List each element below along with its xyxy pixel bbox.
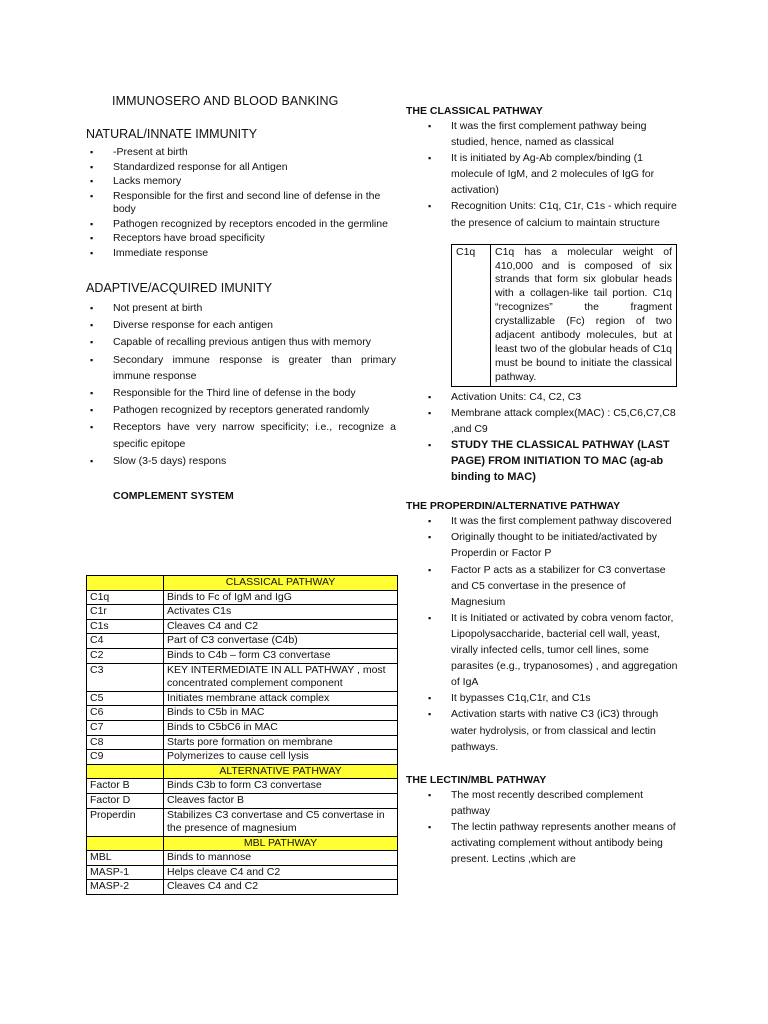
component-cell: C7 xyxy=(87,720,164,735)
list-item: ▪ Standardized response for all Antigen xyxy=(86,161,396,175)
list-item: ▪ Lacks memory xyxy=(86,175,396,189)
natural-immunity-list xyxy=(86,146,396,260)
component-cell: MASP-1 xyxy=(87,865,164,880)
component-cell: C4 xyxy=(87,634,164,649)
list-item: ▪ Pathogen recognized by receptors generated randomly xyxy=(86,402,396,418)
header-empty-cell xyxy=(87,836,164,851)
list-item: ▪ Factor P acts as a stabilizer for C3 convertase and C5 convertase in the presence of Magnesium xyxy=(406,562,682,610)
list-item: ▪ It is Initiated or activated by cobra venom factor, Lipopolysaccharide, bacterial cell wall, yeast, virally infected cells, tumor cell lines, some parasites (e.g., trypanosomes) , and aggregation of IgA xyxy=(406,610,682,690)
table-row xyxy=(87,851,398,866)
document-title: IMMUNOSERO AND BLOOD BANKING xyxy=(112,94,339,108)
alternative-pathway-heading: THE PROPERDIN/ALTERNATIVE PATHWAY xyxy=(406,500,621,513)
function-cell: Binds to C4b – form C3 convertase xyxy=(164,648,398,663)
table-row xyxy=(87,691,398,706)
left-column xyxy=(86,92,396,503)
list-item: ▪ It is initiated by Ag-Ab complex/binding (1 molecule of IgM, and 2 molecules of IgG for activation) xyxy=(406,150,682,198)
table-row xyxy=(87,590,398,605)
list-item: ▪ Receptors have broad specificity xyxy=(86,232,396,246)
table-row xyxy=(87,663,398,691)
table-row xyxy=(87,735,398,750)
list-item: ▪ Not present at birth xyxy=(86,300,396,316)
table-row xyxy=(87,880,398,895)
list-item: ▪ Diverse response for each antigen xyxy=(86,317,396,333)
table-row xyxy=(87,706,398,721)
function-cell: KEY INTERMEDIATE IN ALL PATHWAY , most concentrated complement component xyxy=(164,663,398,691)
list-item: ▪ It was the first complement pathway being studied, hence, named as classical xyxy=(406,118,682,150)
component-cell: C8 xyxy=(87,735,164,750)
natural-immunity-heading: NATURAL/INNATE IMMUNITY xyxy=(86,127,258,141)
list-item: ▪ Capable of recalling previous antigen thus with memory xyxy=(86,334,396,350)
complement-table xyxy=(86,575,398,895)
pathway-header-cell: MBL PATHWAY xyxy=(164,836,398,851)
pathway-header-cell: ALTERNATIVE PATHWAY xyxy=(164,764,398,779)
list-item: ▪ Responsible for the first and second line of defense in the body xyxy=(86,190,396,217)
pathway-header-cell: CLASSICAL PATHWAY xyxy=(164,576,398,591)
function-cell: Part of C3 convertase (C4b) xyxy=(164,634,398,649)
table-row xyxy=(87,865,398,880)
function-cell: Starts pore formation on membrane xyxy=(164,735,398,750)
list-item: ▪ Slow (3-5 days) respons xyxy=(86,453,396,469)
adaptive-immunity-heading: ADAPTIVE/ACQUIRED IMUNITY xyxy=(86,281,273,295)
table-row xyxy=(87,720,398,735)
list-item: ▪ -Present at birth xyxy=(86,146,396,160)
list-item: ▪ Immediate response xyxy=(86,247,396,261)
lectin-pathway-list xyxy=(406,787,682,867)
alternative-pathway-list xyxy=(406,513,682,754)
list-item: ▪ The most recently described complement pathway xyxy=(406,787,682,819)
function-cell: Binds C3b to form C3 convertase xyxy=(164,779,398,794)
table-row xyxy=(87,619,398,634)
list-item: ▪ Membrane attack complex(MAC) : C5,C6,C7,C8 ,and C9 xyxy=(406,405,682,437)
table-row xyxy=(87,634,398,649)
list-item: ▪ Originally thought to be initiated/activated by Properdin or Factor P xyxy=(406,529,682,561)
list-item: ▪ It bypasses C1q,C1r, and C1s xyxy=(406,690,682,706)
list-item: ▪ Activation starts with native C3 (iC3) through water hydrolysis, or from classical and lectin pathways. xyxy=(406,706,682,754)
function-cell: Binds to Fc of IgM and IgG xyxy=(164,590,398,605)
function-cell: Binds to mannose xyxy=(164,851,398,866)
component-cell: C3 xyxy=(87,663,164,691)
function-cell: Cleaves C4 and C2 xyxy=(164,880,398,895)
table-row xyxy=(87,779,398,794)
component-cell: C2 xyxy=(87,648,164,663)
function-cell: Polymerizes to cause cell lysis xyxy=(164,750,398,765)
c1q-description-cell: C1q has a molecular weight of 410,000 and is composed of six strands that form six globular heads with a collagen-like tail portion. C1q “recognizes” the fragment crystallizable (Fc) region of two adjacent antibody molecules, but at least two of the globular heads of C1q must be bound to initiate the classical pathway. xyxy=(491,244,677,386)
component-cell: C1q xyxy=(87,590,164,605)
c1q-key-cell: C1q xyxy=(452,244,491,386)
function-cell: Helps cleave C4 and C2 xyxy=(164,865,398,880)
component-cell: Factor D xyxy=(87,793,164,808)
table-row xyxy=(452,244,677,386)
component-cell: C6 xyxy=(87,706,164,721)
table-row xyxy=(87,750,398,765)
lectin-pathway-heading: THE LECTIN/MBL PATHWAY xyxy=(406,773,547,786)
function-cell: Cleaves C4 and C2 xyxy=(164,619,398,634)
right-column xyxy=(406,104,682,867)
table-row xyxy=(87,793,398,808)
list-item: ▪ It was the first complement pathway discovered xyxy=(406,513,682,529)
component-cell: C1s xyxy=(87,619,164,634)
study-note-item: ▪ STUDY THE CLASSICAL PATHWAY (LAST PAGE) FROM INITIATION TO MAC (ag-ab binding to MAC) xyxy=(406,437,682,485)
list-item: ▪ Pathogen recognized by receptors encoded in the germline xyxy=(86,218,396,232)
classical-pathway-list xyxy=(406,118,682,231)
pathway-header-row xyxy=(87,764,398,779)
function-cell: Initiates membrane attack complex xyxy=(164,691,398,706)
table-row xyxy=(87,808,398,836)
pathway-header-row xyxy=(87,576,398,591)
function-cell: Stabilizes C3 convertase and C5 convertase in the presence of magnesium xyxy=(164,808,398,836)
list-item: ▪ Recognition Units: C1q, C1r, C1s - which require the presence of calcium to maintain structure xyxy=(406,198,682,230)
component-cell: Properdin xyxy=(87,808,164,836)
header-empty-cell xyxy=(87,764,164,779)
table-row xyxy=(87,648,398,663)
pathway-header-row xyxy=(87,836,398,851)
c1q-table xyxy=(451,244,677,387)
complement-system-heading: COMPLEMENT SYSTEM xyxy=(113,490,234,503)
component-cell: Factor B xyxy=(87,779,164,794)
list-item: ▪ Secondary immune response is greater than primary immune response xyxy=(86,352,396,384)
function-cell: Binds to C5bC6 in MAC xyxy=(164,720,398,735)
component-cell: MBL xyxy=(87,851,164,866)
function-cell: Cleaves factor B xyxy=(164,793,398,808)
component-cell: C1r xyxy=(87,605,164,620)
list-item: ▪ Responsible for the Third line of defense in the body xyxy=(86,385,396,401)
classical-pathway-heading: THE CLASSICAL PATHWAY xyxy=(406,105,543,117)
table-row xyxy=(87,605,398,620)
list-item: ▪ The lectin pathway represents another means of activating complement without antibody being present. Lectins ,which are xyxy=(406,819,682,867)
list-item: ▪ Receptors have very narrow specificity; i.e., recognize a specific epitope xyxy=(86,419,396,451)
list-item: ▪ Activation Units: C4, C2, C3 xyxy=(406,389,682,405)
function-cell: Activates C1s xyxy=(164,605,398,620)
classical-pathway-list-2 xyxy=(406,389,682,486)
header-empty-cell xyxy=(87,576,164,591)
component-cell: C9 xyxy=(87,750,164,765)
component-cell: MASP-2 xyxy=(87,880,164,895)
function-cell: Binds to C5b in MAC xyxy=(164,706,398,721)
adaptive-immunity-list xyxy=(86,300,396,469)
component-cell: C5 xyxy=(87,691,164,706)
